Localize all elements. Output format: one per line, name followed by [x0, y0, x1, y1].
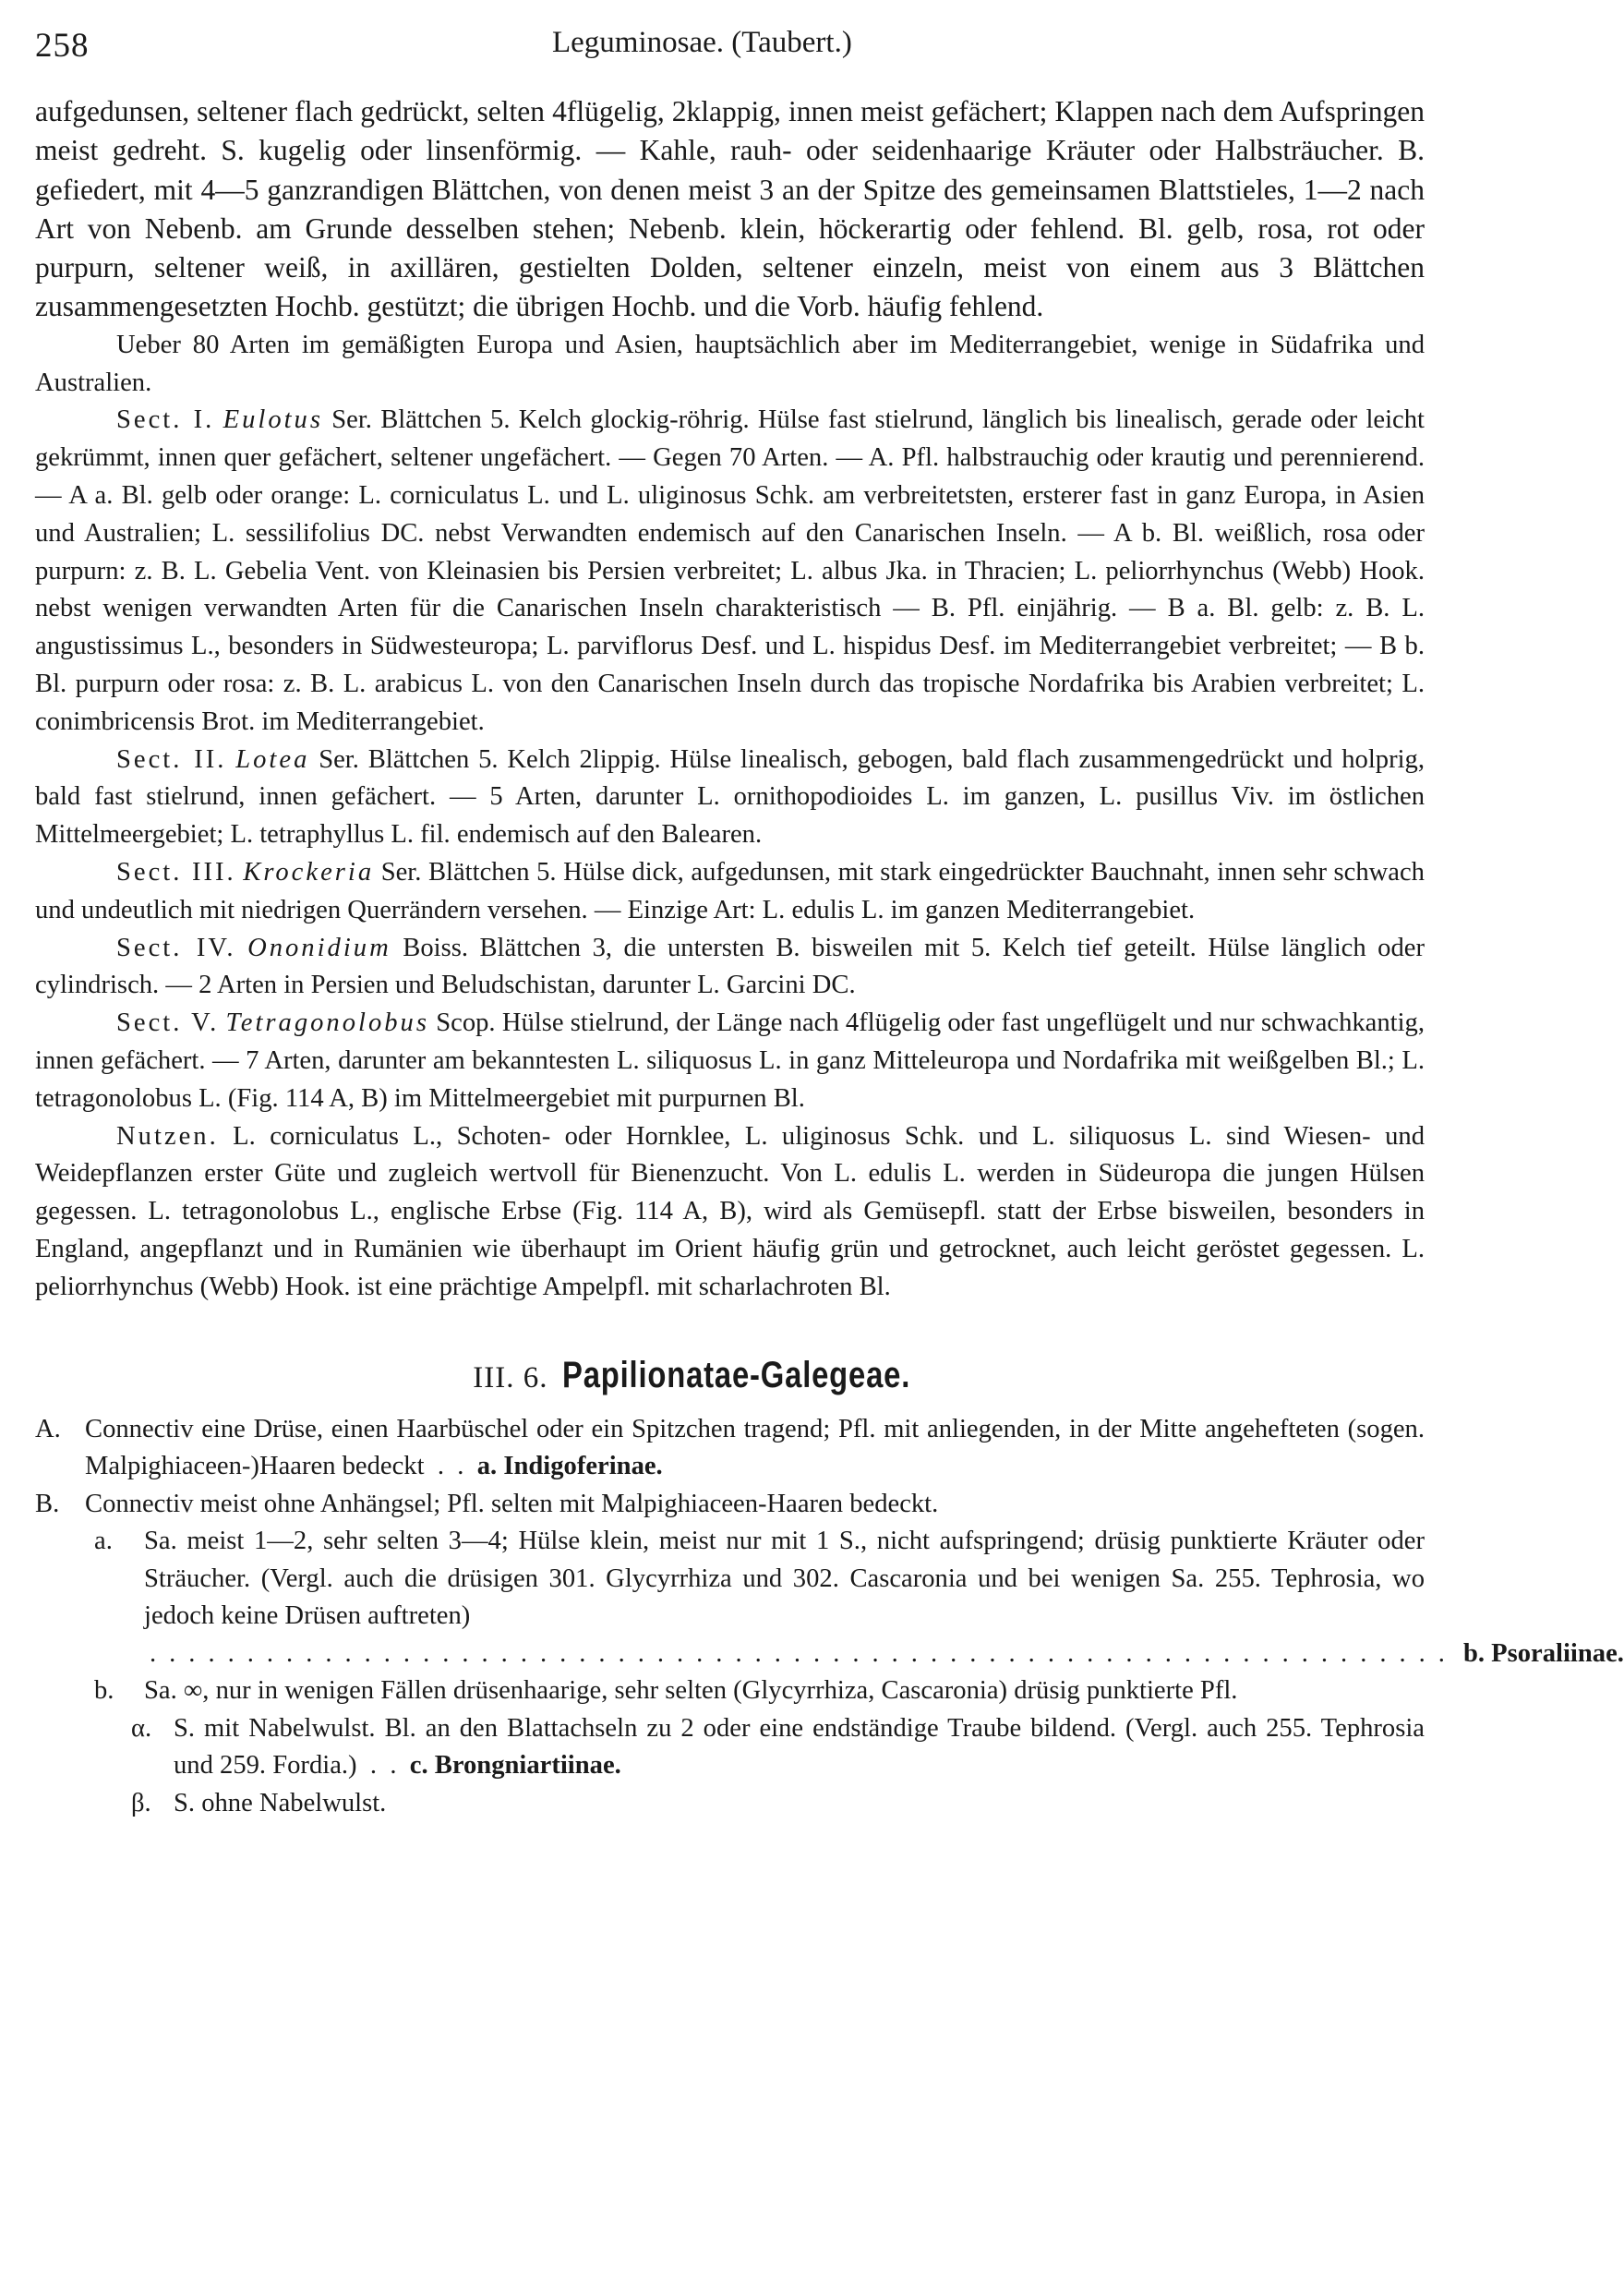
key-result: c. Brongniartiinae.: [409, 1751, 621, 1780]
page-number: 258: [35, 27, 90, 65]
section-label: Sect. V.: [116, 1008, 220, 1038]
key-text: S. mit Nabelwulst. Bl. an den Blattachseln zu 2 oder eine endständige Traube bildend. (Vergl. auch 255. Tephrosia und 259. Fordia.): [174, 1713, 1425, 1780]
key-text: Sa. meist 1—2, sehr selten 3—4; Hülse klein, meist nur mit 1 S., nicht aufspringend; drüsig punktierte Kräuter oder Sträucher. (Vergl. auch die drüsigen 301. Glycyrrhiza und 302. Cascaronia und bei wenigen Sa. 255. Tephrosia, wo jedoch keine Drüsen auftreten): [144, 1527, 1425, 1630]
uses-paragraph: [35, 1118, 1425, 1307]
section-tetragonolobus: [35, 1005, 1425, 1117]
description-paragraph: aufgedunsen, seltener flach gedrückt, selten 4flügelig, 2klappig, innen meist gefächert; Klappen nach dem Aufspringen meist gedreht. S. kugelig oder linsenförmig. — Kahle, rauh- oder seidenhaarige Kräuter oder Halbsträucher. B. gefiedert, mit 4—5 ganzrandigen Blättchen, von denen meist 3 an der Spitze des gemeinsamen Blattstieles, 1—2 nach Art von Nebenb. am Grunde desselben stehen; Nebenb. klein, höckerartig oder fehlend. Bl. gelb, rosa, rot oder purpurn, seltener weiß, in axillären, gestielten Dolden, seltener einzeln, meist von einem aus 3 Blättchen zusammengesetzten Hochb. gestützt; die übrigen Hochb. und die Vorb. häufig fehlend.: [35, 95, 1425, 323]
section-label: Sect. III.: [116, 857, 236, 887]
section-text: Boiss. Blättchen 3, die untersten B. bisweilen mit 5. Kelch tief geteilt. Hülse länglich oder cylindrisch. — 2 Arten in Persien und Beludschistan, darunter L. Garcini DC.: [35, 933, 1425, 1000]
page-content: [35, 92, 1624, 1822]
section-name: Krockeria: [243, 857, 375, 887]
key-text: S. ohne Nabelwulst.: [174, 1788, 387, 1817]
section-name: Eulotus: [223, 405, 323, 435]
key-label: a.: [94, 1527, 113, 1555]
section-text: Ser. Blättchen 5. Kelch glockig-röhrig. Hülse fast stielrund, länglich bis linealisch, gerade oder leicht gekrümmt, innen quer gefächert, seltener ungefächert. — Gegen 70 Arten. — A. Pfl. halbstrauchig oder krautig und perennierend. — A a. Bl. gelb oder orange: L. corniculatus L. und L. uliginosus Schk. am verbreitetsten, ersterer fast in ganz Europa, in Asien und Australien; L. sessilifolius DC. nebst Verwandten endemisch auf den Canarischen Inseln. — A b. Bl. weißlich, rosa oder purpurn: z. B. L. Gebelia Vent. von Kleinasien bis Persien verbreitet; L. albus Jka. in Thracien; L. peliorrhynchus (Webb) Hook. nebst wenigen verwandten Arten für die Canarischen Inseln charakteristisch — B. Pfl. einjährig. — B a. Bl. gelb: z. B. L. angustissimus L., besonders in Südwesteuropa; L. parviflorus Desf. und L. hispidus Desf. im Mediterrangebiet verbreitet; — B b. Bl. purpurn oder rosa: z. B. L. arabicus L. von den Canarischen Inseln durch das tropische Nordafrika bis Arabien verbreitet; L. conimbricensis Brot. im Mediterrangebiet.: [35, 405, 1425, 736]
page-header: [35, 26, 1443, 66]
section-label: Sect. IV.: [116, 933, 236, 962]
key-label: β.: [131, 1788, 151, 1817]
running-head: Leguminosae. (Taubert.): [552, 26, 852, 59]
key-result-line: [35, 1636, 1624, 1673]
section-name: Lotea: [235, 744, 310, 774]
section-ononidium: [35, 930, 1425, 1006]
key-label: A.: [35, 1414, 61, 1443]
key-result: a. Indigoferinae.: [476, 1452, 663, 1480]
key-result: b. Psoraliinae.: [1462, 1638, 1624, 1668]
section-name: Tetragonolobus: [225, 1008, 429, 1038]
key-text: Connectiv meist ohne Anhängsel; Pfl. selten mit Malpighiaceen-Haaren bedeckt.: [85, 1489, 939, 1518]
section-text: Ser. Blättchen 5. Hülse dick, aufgedunsen, mit stark eingedrückter Bauchnaht, innen sehr schwach und undeutlich mit niedrigen Querrändern versehen. — Einzige Art: L. edulis L. im ganzen Mediterrangebiet.: [35, 857, 1425, 924]
key-label: B.: [35, 1489, 60, 1518]
section-title: Papilionatae-Galegeae.: [561, 1354, 910, 1395]
key-entry-b: [35, 1486, 1425, 1524]
key-entry-a: [35, 1411, 1425, 1486]
section-lotea: [35, 742, 1425, 854]
key-entry-alpha: [35, 1710, 1425, 1785]
section-eulotus: [35, 402, 1425, 741]
section-number: III. 6.: [473, 1360, 548, 1395]
key-leader: ...................................................................: [150, 1638, 1458, 1668]
key-entry-b-b: [35, 1672, 1425, 1710]
section-text: Scop. Hülse stielrund, der Länge nach 4flügelig oder fast ungeflügelt und nur schwachkantig, innen gefächert. — 7 Arten, darunter am bekanntesten L. siliquosus L. in ganz Mitteleuropa und Nordafrika mit weißgelben Bl.; L. tetragonolobus L. (Fig. 114 A, B) im Mittelmeergebiet mit purpurnen Bl.: [35, 1008, 1426, 1113]
key-entry-b-a: [35, 1523, 1425, 1636]
key-text: Sa. ∞, nur in wenigen Fällen drüsenhaarige, sehr selten (Glycyrrhiza, Cascaronia) drüsig punktierte Pfl.: [144, 1676, 1238, 1705]
key-text: Connectiv eine Drüse, einen Haarbüschel oder ein Spitzchen tragend; Pfl. mit anliegenden, in der Mitte angehefteten (sogen. Malpighiaceen-)Haaren bedeckt: [85, 1414, 1425, 1480]
identification-key: [35, 1411, 1624, 1823]
key-leader: . .: [363, 1751, 403, 1780]
uses-text: L. corniculatus L., Schoten- oder Hornklee, L. uliginosus Schk. und L. siliquosus L. sind Wiesen- und Weidepflanzen erster Güte und zugleich wertvoll für Bienenzucht. Von L. edulis L. werden in Südeuropa die jungen Hülsen gegessen. L. tetragonolobus L., englische Erbse (Fig. 114 A, B), wird als Gemüsepfl. statt der Erbse bisweilen, besonders in England, angepflanzt und in Rumänien wie überhaupt im Orient häufig grün und getrocknet, auch leicht geröstet gegessen. L. peliorrhynchus (Webb) Hook. ist eine prächtige Ampelpfl. mit scharlachroten Bl.: [35, 1121, 1425, 1301]
section-label: Sect. I.: [116, 405, 215, 435]
uses-label: Nutzen.: [116, 1121, 219, 1151]
key-entry-beta: [35, 1785, 1425, 1823]
section-heading: [35, 1355, 1425, 1396]
section-label: Sect. II.: [116, 744, 227, 774]
section-text: Ser. Blättchen 5. Kelch 2lippig. Hülse linealisch, gebogen, bald flach zusammengedrückt und holprig, bald fast stielrund, innen gefächert. — 5 Arten, darunter L. ornithopodioides L. im ganzen, L. pusillus Viv. im östlichen Mittelmeergebiet; L. tetraphyllus L. fil. endemisch auf den Balearen.: [35, 744, 1425, 850]
key-label: b.: [94, 1676, 114, 1705]
key-leader: . .: [430, 1452, 471, 1480]
section-name: Ononidium: [247, 933, 391, 962]
distribution-paragraph: Ueber 80 Arten im gemäßigten Europa und Asien, hauptsächlich aber im Mediterrangebiet, wenige in Südafrika und Australien.: [35, 330, 1425, 397]
section-krockeria: [35, 854, 1425, 930]
key-label: α.: [131, 1713, 152, 1743]
